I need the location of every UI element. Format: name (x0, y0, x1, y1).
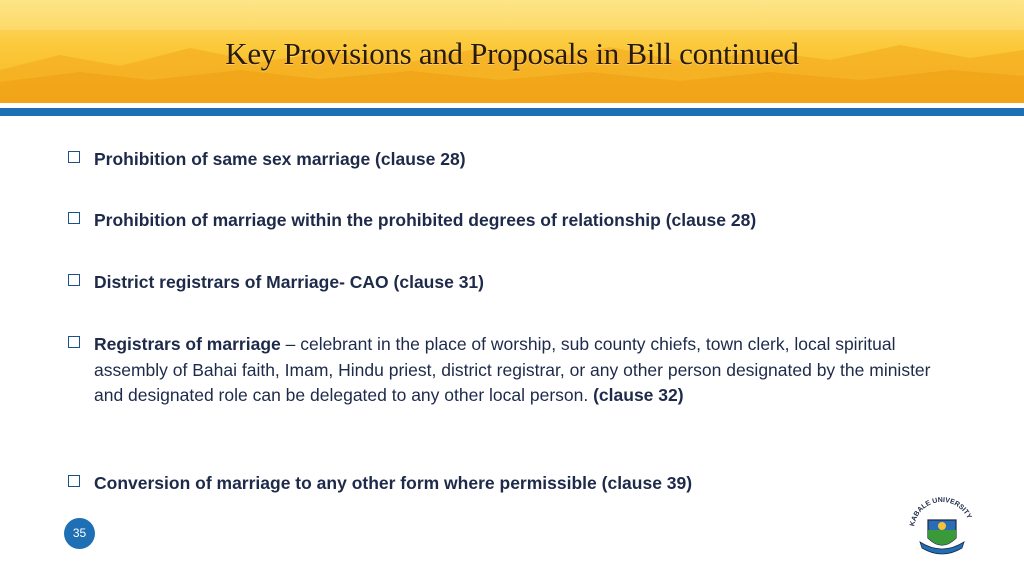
list-item-text (94, 471, 958, 497)
divider-bar (0, 108, 1024, 116)
list-item-bold: District registrars of Marriage- CAO (clause 31) (94, 272, 484, 292)
list-item-text (94, 332, 958, 409)
checkbox-bullet-icon (68, 274, 80, 286)
university-logo (906, 496, 978, 560)
list-item-clause: (clause 32) (593, 385, 684, 405)
checkbox-bullet-icon (68, 475, 80, 487)
checkbox-bullet-icon (68, 336, 80, 348)
header-banner (0, 0, 1024, 103)
checkbox-bullet-icon (68, 212, 80, 224)
list-item-text (94, 147, 958, 173)
page-number-badge: 35 (64, 518, 95, 549)
list-item-bold: Prohibition of same sex marriage (clause 28) (94, 149, 466, 169)
university-crest-icon (906, 496, 978, 560)
page-title: Key Provisions and Proposals in Bill continued (225, 36, 799, 71)
list-item-bold: Prohibition of marriage within the prohibited degrees of relationship (clause 28) (94, 210, 757, 230)
list-item-text (94, 270, 958, 296)
list-item-bold: Registrars of marriage (94, 334, 281, 354)
svg-text:KABALE UNIVERSITY: KABALE UNIVERSITY (909, 496, 973, 527)
checkbox-bullet-icon (68, 151, 80, 163)
list-item-bold: Conversion of marriage to any other form where permissible (clause 39) (94, 473, 693, 493)
list-item-body: – celebrant in the place of worship, sub county chiefs, town clerk, local spiritual assembly of Bahai faith, Imam, Hindu priest, district registrar, or any other person designated by the minister and designated role can be delegated to any other local person. (94, 334, 931, 405)
list-item-text (94, 208, 958, 234)
